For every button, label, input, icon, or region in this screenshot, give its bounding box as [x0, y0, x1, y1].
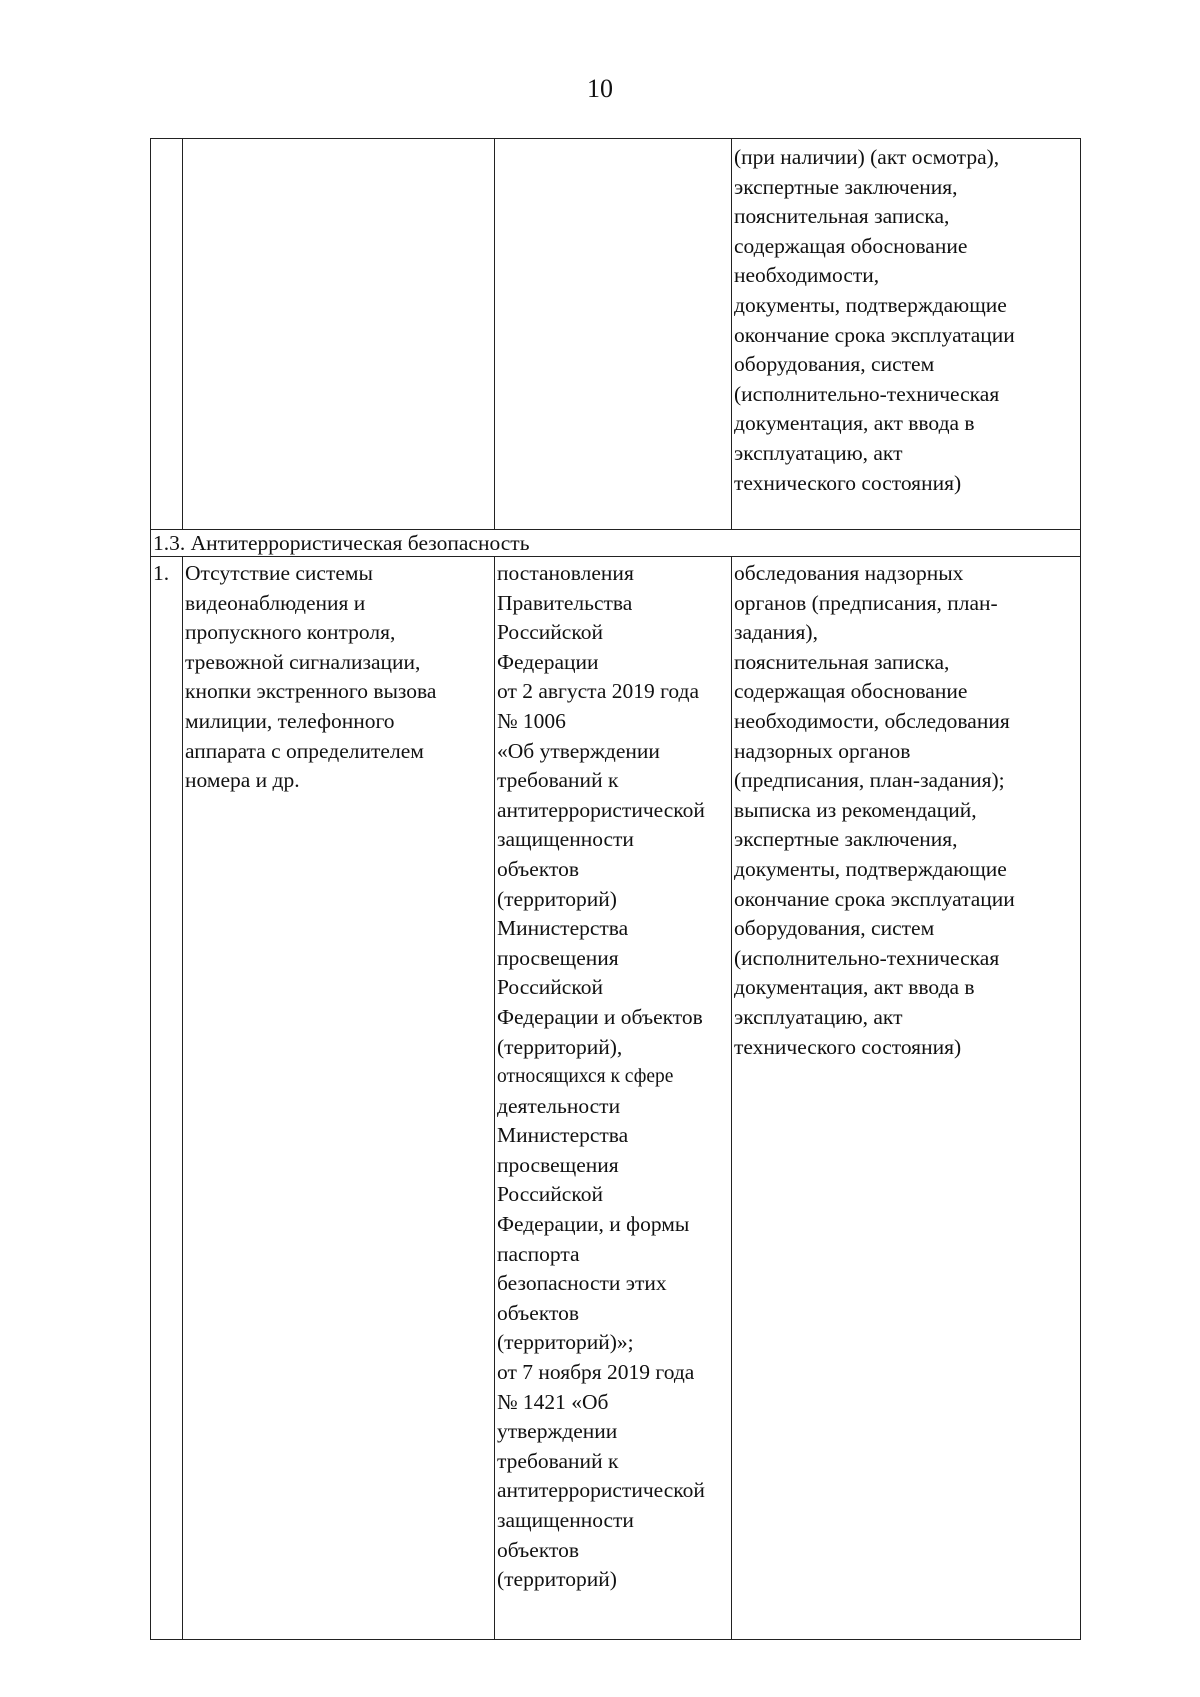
basis-line: (территорий)»; — [497, 1330, 634, 1355]
basis-line: объектов — [497, 856, 579, 881]
basis-line: (территорий) — [497, 886, 617, 911]
documents-line: технического состояния) — [734, 470, 962, 495]
basis-line: № 1006 — [497, 708, 566, 733]
cell-number: 1. — [151, 557, 183, 1640]
description-line: пропускного контроля, — [185, 620, 396, 645]
documents-line: пояснительная записка, — [734, 204, 950, 229]
description-line: номера и др. — [185, 768, 300, 793]
basis-line: относящихся к сфере — [497, 1066, 674, 1088]
basis-line: антитеррористической — [497, 1478, 705, 1503]
documents-line: оборудования, систем — [734, 352, 935, 377]
basis-line: утверждении — [497, 1419, 618, 1444]
basis-line: деятельности — [497, 1093, 621, 1118]
basis-line: Федерации, и формы — [497, 1212, 690, 1237]
basis-line: объектов — [497, 1537, 579, 1562]
documents-line: экспертные заключения, — [734, 827, 958, 852]
page-number: 10 — [587, 74, 613, 103]
cell-basis — [495, 557, 732, 1640]
documents-line: содержащая обоснование — [734, 233, 968, 258]
description-line: тревожной сигнализации, — [185, 649, 421, 674]
basis-line: Министерства — [497, 916, 629, 941]
documents-line: необходимости, — [734, 263, 880, 288]
documents-line: документы, подтверждающие — [734, 292, 1007, 317]
basis-line: постановления — [497, 561, 634, 585]
cell-basis — [495, 139, 732, 530]
requirements-table — [150, 138, 1081, 1640]
documents-line: необходимости, обследования — [734, 708, 1010, 733]
basis-line: Федерации и объектов — [497, 1004, 703, 1029]
documents-line: (при наличии) (акт осмотра), — [734, 145, 1000, 169]
documents-line: эксплуатацию, акт — [734, 1004, 903, 1029]
section-title: 1.3. Антитеррористическая безопасность — [151, 530, 1081, 557]
basis-line: требований к — [497, 1448, 619, 1473]
cell-description — [183, 139, 495, 530]
table-row-section — [151, 530, 1081, 557]
basis-line: № 1421 «Об — [497, 1389, 609, 1414]
basis-line: защищенности — [497, 827, 634, 852]
cell-documents — [732, 139, 1081, 530]
basis-line: паспорта — [497, 1241, 580, 1266]
documents-line: окончание срока эксплуатации — [734, 322, 1015, 347]
basis-line: Российской — [497, 1182, 603, 1207]
basis-line: антитеррористической — [497, 797, 705, 822]
documents-line: надзорных органов — [734, 738, 911, 763]
documents-line: задания), — [734, 620, 818, 645]
description-line: кнопки экстренного вызова — [185, 679, 437, 704]
description-line: видеонаблюдения и — [185, 590, 366, 615]
description-line: Отсутствие системы — [185, 561, 373, 585]
basis-line: Федерации — [497, 649, 599, 674]
documents-line: экспертные заключения, — [734, 174, 958, 199]
basis-line: просвещения — [497, 945, 619, 970]
cell-number — [151, 139, 183, 530]
basis-line: от 7 ноября 2019 года — [497, 1360, 695, 1385]
basis-line: Правительства — [497, 590, 633, 615]
cell-documents — [732, 557, 1081, 1640]
table-row-item — [151, 557, 1081, 1640]
cell-description — [183, 557, 495, 1640]
description-line: милиции, телефонного — [185, 708, 395, 733]
basis-line: Российской — [497, 975, 603, 1000]
basis-line: Российской — [497, 620, 603, 645]
documents-line: (исполнительно-техническая — [734, 945, 1000, 970]
basis-line: Министерства — [497, 1123, 629, 1148]
documents-line: эксплуатацию, акт — [734, 440, 903, 465]
description-line: аппарата с определителем — [185, 738, 424, 763]
documents-line: (исполнительно-техническая — [734, 381, 1000, 406]
documents-line: (предписания, план-задания); — [734, 768, 1005, 793]
documents-line: выписка из рекомендаций, — [734, 797, 977, 822]
documents-line: документация, акт ввода в — [734, 975, 975, 1000]
documents-line: технического состояния) — [734, 1034, 962, 1059]
basis-line: от 2 августа 2019 года — [497, 679, 700, 704]
documents-line: обследования надзорных — [734, 561, 964, 585]
documents-line: пояснительная записка, — [734, 649, 950, 674]
basis-line: требований к — [497, 768, 619, 793]
basis-line: (территорий), — [497, 1034, 623, 1059]
basis-line: «Об утверждении — [497, 738, 660, 763]
basis-line: (территорий) — [497, 1567, 617, 1592]
documents-line: органов (предписания, план- — [734, 590, 998, 615]
documents-line: оборудования, систем — [734, 916, 935, 941]
basis-line: защищенности — [497, 1508, 634, 1532]
basis-line: безопасности этих — [497, 1271, 667, 1296]
basis-line: объектов — [497, 1300, 579, 1325]
table-row-continued — [151, 139, 1081, 530]
documents-line: документы, подтверждающие — [734, 856, 1007, 881]
documents-line: окончание срока эксплуатации — [734, 886, 1015, 911]
basis-line: просвещения — [497, 1152, 619, 1177]
documents-line: документация, акт ввода в — [734, 411, 975, 436]
documents-line: содержащая обоснование — [734, 679, 968, 704]
